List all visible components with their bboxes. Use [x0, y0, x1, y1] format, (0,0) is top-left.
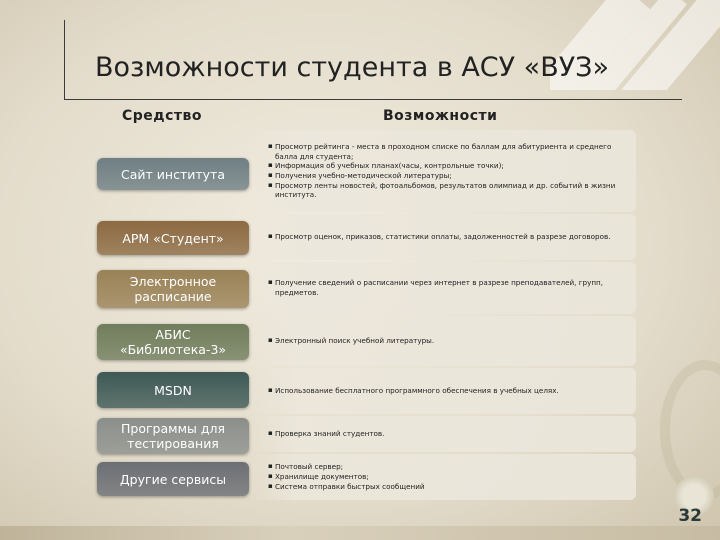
slide-title: Возможности студента в АСУ «ВУЗ» — [95, 52, 610, 83]
capabilities-box — [250, 316, 636, 366]
capability-item: ▪ Система отправки быстрых сообщений — [268, 482, 628, 492]
capabilities-box — [250, 262, 636, 314]
capability-item: ▪ Получения учебно-методической литературы; — [268, 171, 628, 181]
tool-box — [97, 324, 249, 360]
tool-label: Сайт института — [121, 166, 225, 182]
capabilities-box — [250, 454, 636, 500]
title-rule-horizontal — [64, 99, 682, 100]
capabilities-list — [268, 462, 628, 491]
capability-item: ▪ Хранилище документов; — [268, 472, 628, 482]
capability-item: ▪ Электронный поиск учебной литературы. — [268, 336, 628, 346]
capabilities-box — [250, 368, 636, 414]
capabilities-list — [268, 429, 628, 439]
column-header-capabilities: Возможности — [383, 108, 498, 124]
capabilities-box — [250, 416, 636, 452]
tool-label: АРМ «Студент» — [122, 230, 224, 246]
capability-item: ▪ Просмотр оценок, приказов, статистики оплаты, задолженностей в разрезе договоров. — [268, 232, 628, 242]
tool-label: MSDN — [154, 382, 192, 398]
capability-item: ▪ Информация об учебных планах(часы, контрольные точки); — [268, 161, 628, 171]
capabilities-list — [268, 142, 628, 200]
capability-item: ▪ Просмотр рейтинга - места в проходном списке по баллам для абитуриента и среднего балла для студента; — [268, 142, 628, 161]
capabilities-list — [268, 386, 628, 396]
capabilities-box — [250, 130, 636, 212]
capabilities-list — [268, 232, 628, 242]
tool-label: АБИС «Библиотека-3» — [119, 327, 227, 357]
tool-box — [97, 372, 249, 408]
column-header-tool: Средство — [122, 108, 202, 124]
capabilities-box — [250, 214, 636, 260]
tool-box — [97, 270, 249, 308]
capabilities-list — [268, 336, 628, 346]
tool-label: Программы для тестирования — [121, 421, 225, 451]
capability-item: ▪ Просмотр ленты новостей, фотоальбомов, результатов олимпиад и др. событий в жизни института. — [268, 181, 628, 200]
tool-label: Другие сервисы — [119, 471, 227, 487]
tool-label: Электронное расписание — [129, 274, 217, 304]
tool-box — [97, 418, 249, 454]
capability-item: ▪ Почтовый сервер; — [268, 462, 628, 472]
capability-item: ▪ Получение сведений о расписании через интернет в разрезе преподавателей, групп, предметов. — [268, 278, 628, 297]
bottom-band — [0, 526, 720, 540]
capability-item: ▪ Проверка знаний студентов. — [268, 429, 628, 439]
tool-box — [97, 462, 249, 496]
tool-box — [97, 158, 249, 190]
capability-item: ▪ Использование бесплатного программного обеспечения в учебных целях. — [268, 386, 628, 396]
page-number: 32 — [678, 506, 702, 526]
capabilities-list — [268, 278, 628, 297]
tool-box — [97, 221, 249, 255]
title-rule-vertical — [64, 20, 65, 100]
